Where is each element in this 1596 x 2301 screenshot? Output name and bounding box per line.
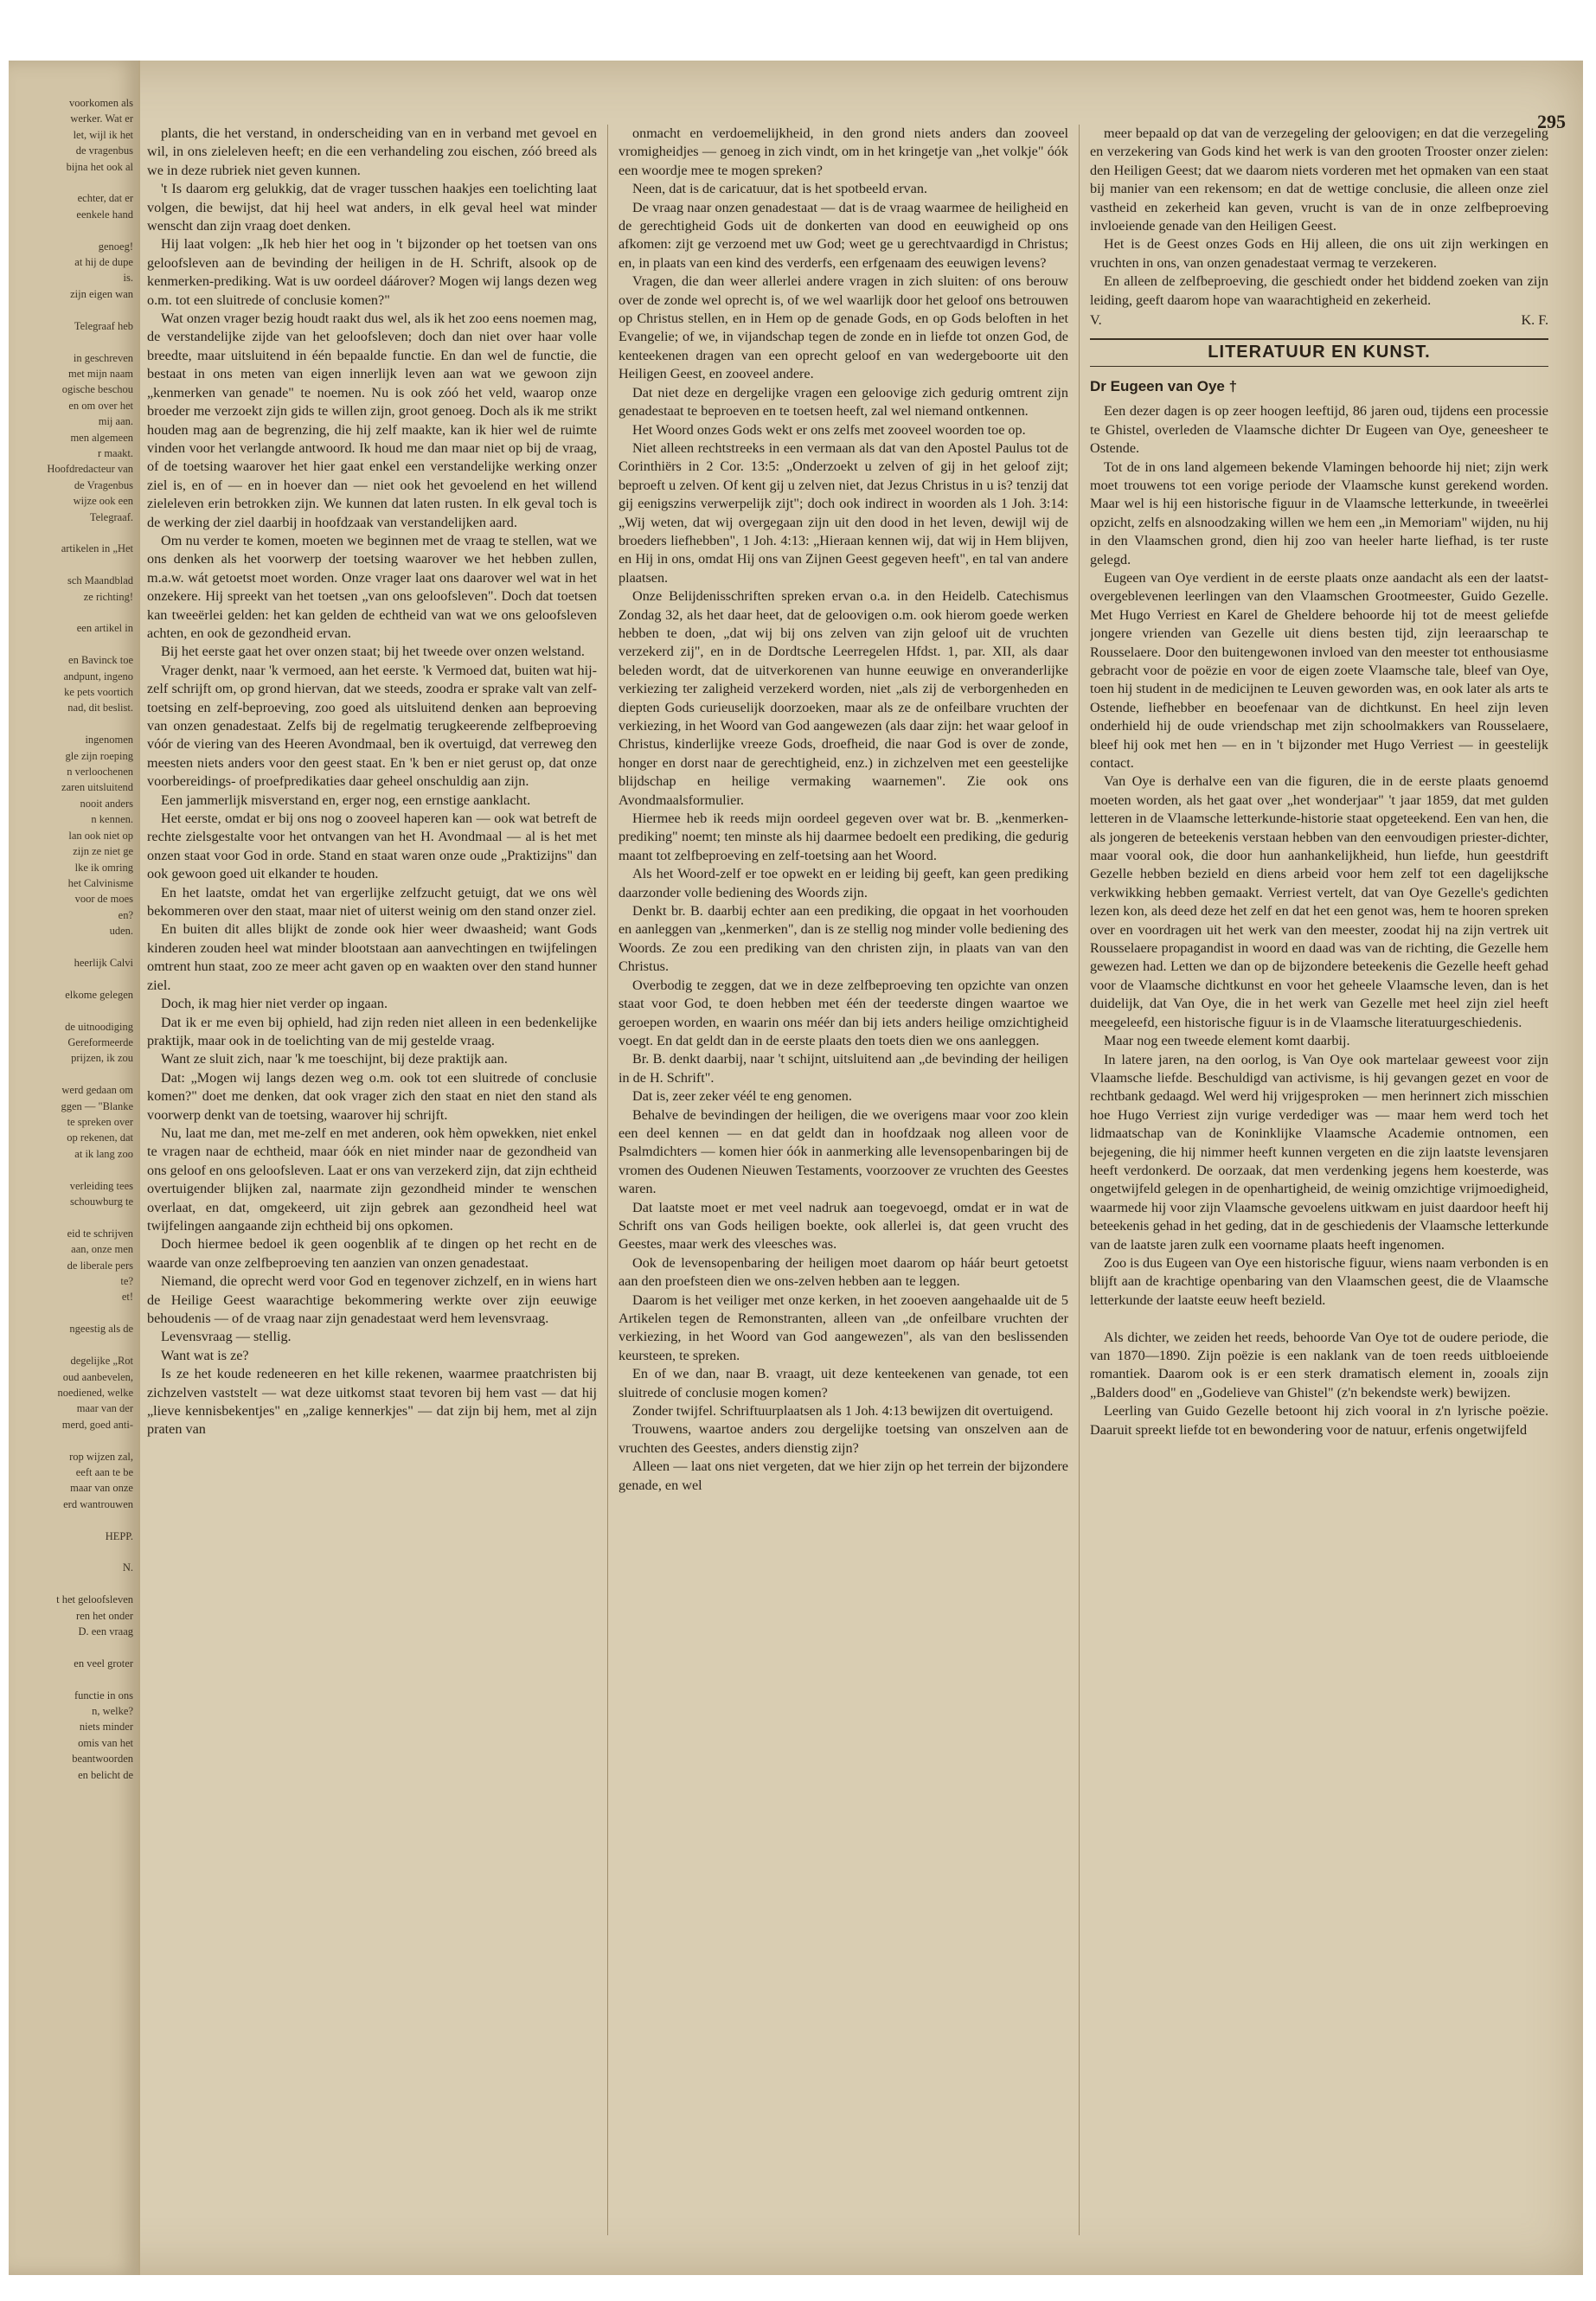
paragraph: Van Oye is derhalve een van die figuren, die in de eerste plaats genoemd moeten worden, als het gaat over „het wonderjaar" 't jaar 1859, dat met gulden letteren in de Vlaamsche letterkunde-historie staat opgeteekend. Een van hen, die als jongeren de beteekenis verstaan hebben van den eenvoudigen priester-dichter, maar vooral ook, die door hun aanhankelijkheid, hun liefde, hun geestdrift Gezelle hebben bezield en diens arbeid voor hem zelf tot een dagelijksche verkwikking hebben gemaakt. Verriest vertelt, dat van Oye Gezelle's gedichten lezen kon, als deed deze het zelf en dat het een genot was, hem te hooren spreken over en voordragen uit het werk van den meester, zoodat hij na zijn vertrek uit Rousselaere propagandist in woord en daad was van de richting, die Gezelle hem gewezen had. Letten we dan op de bijzondere beteekenis die Gezelle heeft gehad voor de Vlaamsche dichtkunst en voor het geheele Vlaamsche leven, dan is het duidelijk, dat Van Oye, die in het werk van Gezelle met heel zijn ziel heeft meegeleefd, een historische figuur is in de Vlaamsche literatuurgeschiedenis. bbox=[1090, 773, 1548, 1030]
paragraph: Dat is, zeer zeker véél te eng genomen. bbox=[632, 1088, 852, 1105]
paragraph: Het Woord onzes Gods wekt er ons zelfs met zooveel woorden toe op. bbox=[632, 421, 1026, 438]
paragraph: Neen, dat is de caricatuur, dat is het spotbeeld ervan. bbox=[632, 181, 927, 197]
paragraph: En alleen de zelfbeproeving, die geschiedt onder het biddend zoeken van zijn leiding, geeft daarom hope van waarachtigheid en zekerheid. bbox=[1090, 273, 1548, 308]
paragraph: onmacht en verdoemelijkheid, in den grond niets anders dan zooveel vromigheidjes — genoeg in zich vindt, om in het kringetje van „het volkje" óók een woordje mee te mogen spreken? bbox=[619, 125, 1068, 178]
paragraph: Doch, ik mag hier niet verder op ingaan. bbox=[161, 996, 388, 1012]
column-1 bbox=[147, 125, 597, 2235]
paragraph: Leerling van Guido Gezelle betoont hij zich vooral in z'n lyrische poëzie. Daaruit spreekt liefde tot en bewondering voor de natuur, erfenis ongetwijfeld bbox=[1090, 1403, 1548, 1438]
paragraph: Doch hiermee bedoel ik geen oogenblik af te dingen op het recht en de waarde van onze zelfbeproeving ten aanzien van onzen genadestaat. bbox=[147, 1236, 597, 1271]
paragraph: Levensvraag — stellig. bbox=[161, 1329, 292, 1345]
newspaper-page bbox=[9, 61, 1583, 2275]
column-rule bbox=[607, 125, 608, 2235]
paragraph: Dat: „Mogen wij langs dezen weg o.m. ook tot een sluitrede of conclusie komen?" doet me denken, dat ook vrager zich den staat en niet den stand als voorwerp denkt van de toetsing, waarover hij schrijft. bbox=[147, 1069, 597, 1123]
paragraph: Niet alleen rechtstreeks in een vermaan als dat van den Apostel Paulus tot de Corinthiërs in 2 Cor. 13:5: „Onderzoekt u zelven of gij in het geloof zijt; beproeft u zelven. Of kent gij u zelven niet, dat Jezus Christus in u is? tenzij dat gij eenigszins verwerpelijk zijt"; doch ook indirect in woorden als 1 Joh. 3:14: „Wij weten, dat wij overgegaan zijn uit den dood in het leven, dewijl wij de broeders liefhebben", 1 Joh. 4:13: „Hieraan kennen wij, dat wij in Hem blijven, en Hij in ons, omdat Hij ons van Zijnen Geest gegeven heeft", en tal van andere plaatsen. bbox=[619, 439, 1068, 586]
paragraph: Ook de levensopenbaring der heiligen moet daarom op háár beurt getoetst aan den proefsteen dien we ons-zelven hebben aan te leggen. bbox=[619, 1254, 1068, 1290]
paragraph: Dat laatste moet er met veel nadruk aan toegevoegd, omdat er in wat de Schrift ons van Gods heiligen boekte, ook allerlei is, dat geen vrucht des Geestes, maar werk des vleesches was. bbox=[619, 1199, 1068, 1253]
paragraph: Als het Woord-zelf er toe opwekt en er leiding bij geeft, kan geen prediking daarzonder volle bediening des Woords zijn. bbox=[619, 866, 1068, 901]
paragraph: Overbodig te zeggen, dat we in deze zelfbeproeving ten opzichte van onzen staat voor God, te doen hebben met één der teederste dingen waartoe we geroepen worden, en waarin ons méér dan bij iets anders heilige omzichtigheid voegt. En dat geldt dan in de eerste plaats den toets dien we ons aanleggen. bbox=[619, 977, 1068, 1048]
paragraph: 't Is daarom erg gelukkig, dat de vrager tusschen haakjes een toelichting laat volgen, die bewijst, dat hij heel wat anders, in elk geval heel wat minder wenscht dan zijn vraag doet denken. bbox=[147, 181, 597, 234]
paragraph: Denkt br. B. daarbij echter aan een prediking, die opgaat in het voorhouden en aanleggen van „kenmerken", dan is ze stellig nog minder volle bediening des Woords. Ze zou een prediking van den christen zijn, in plaats van van den Christus. bbox=[619, 903, 1068, 975]
paragraph: plants, die het verstand, in onderscheiding van en in verband met gevoel en wil, in ons zieleleven heeft; en die een verhandeling zou eischen, zóó breed als we in deze rubriek niet geven kunnen. bbox=[147, 125, 597, 178]
paragraph: In latere jaren, na den oorlog, is Van Oye ook martelaar geweest voor zijn Vlaamsche liefde. Beschuldigd van activisme, is hij gevangen gezet en voor de rechtbank gedaagd. Wel werd hij vrijgesproken — men herinnert zich misschien hoe Hugo Verriest zijn vurige verdediger was — maar hem werd toch het lidmaatschap van de Koninklijke Vlaamsche Academie ontnomen, een bejegening, die hij nimmer heeft kunnen vergeten en die zijn laatste levensjaren heeft verdonkerd. De oorzaak, dat men verdenking jegens hem koesterde, was ongetwijfeld gelegen in de openhartigheid, de weinig omzichtige vrijmoedigheid, waarmede hij voor zijn Vlaamsche gevoelens uitkwam en juist daardoor heeft hij beteekenis gehad in het geding, dat in de geschiedenis der Vlaamsche letterkunde van de laatste jaren zulk een voorname plaats heeft ingenomen. bbox=[1090, 1051, 1548, 1253]
paragraph: Trouwens, waartoe anders zou dergelijke toetsing van onszelven aan de vruchten des Geestes, anders dienstig zijn? bbox=[619, 1421, 1068, 1456]
paragraph: Hiermee heb ik reeds mijn oordeel gegeven over wat br. B. „kenmerken-prediking" noemt; ten minste als hij daarmee bedoelt een prediking, die gedurig maant tot zelfbeproeving en zelf-toetsing aan het Woord. bbox=[619, 811, 1068, 863]
paragraph: Om nu verder te komen, moeten we beginnen met de vraag te stellen, wat we ons denken als het voorwerp der toetsing waarover we het hebben zullen, m.a.w. wát getoetst moet worden. Onze vrager laat ons daarover wel wat in het onzekere. Hij spreekt van het toetsen „van ons geloofsleven". Doch dat toetsen kan tweeërlei gelden: het kan gelden de echtheid van wat we ons geloofsleven achten, en ook de gezondheid ervan. bbox=[147, 532, 597, 641]
section-title: LITERATUUR EN KUNST. bbox=[1208, 343, 1431, 362]
margin-text-fragment: voorkomen als werker. Wat er let, wijl ik het de vragenbus bijna het ook al echter, dat er eenkele hand genoeg! at hij de dupe is. zijn eigen wan Telegraaf heb in geschreven met mijn naam ogische beschou en om over het mij aan. men algemeen r maakt. Hoofdredacteur van de Vragenbus wijze ook een Telegraaf. artikelen in „Het sch Maandblad ze richting! een artikel in en Bavinck toe andpunt, ingeno ke pets voortich nad, dit beslist. ingenomen gle zijn roeping n verloochenen zaren uitsluitend nooit anders n kennen. lan ook niet op zijn ze niet ge lke ik omring het Calvinisme voor de moes en? uden. heerlijk Calvi elkome gelegen de uitnoodiging Gereformeerde prijzen, ik zou werd gedaan om ggen — "Blanke te spreken over op rekenen, dat at ik lang zoo verleiding tees schouwburg te eid te schrijven aan, onze men de liberale pers te? et! ngeestig als de degelijke „Rot oud aanbevelen, noediened, welke maar van der merd, goed anti- rop wijzen zal, eeft aan te be maar van onze erd wantrouwen HEPP. N. t het geloofsleven ren het onder D. een vraag en veel groter functie in ons n, welke? niets minder omis van het beantwoorden en belicht de bbox=[47, 97, 133, 1781]
paragraph: Eugeen van Oye verdient in de eerste plaats onze aandacht als een der laatst-overgeblevenen leerlingen van den Vlaamschen Grootmeester, Guido Gezelle. Met Hugo Verriest en Karel de Gheldere behoorde hij tot de meest geliefde jongere vrienden van Gezelle uit diens besten tijd, zijn leeraarschap te Rousselaere. Door den buitengewonen invloed van den meester tot enthousiasme gebracht voor de poëzie en voor de eigen zoete Vlaamsche tale, bleef van Oye, toen hij student in de medicijnen te Leuven geworden was, en ook later als arts te Ostende, liefhebber en beoefenaar van de dichtkunst. En heel zijn leven onderhield hij de oude vriendschap met zijn schoolmakkers van Rousselaere, bleef hij ook met hen — en in 't bijzonder met Hugo Verriest — in geestelijk contact. bbox=[1090, 569, 1548, 771]
paragraph: meer bepaald op dat van de verzegeling der geloovigen; en dat die verzegeling en verzekering van Gods kind het werk is van den grooten Trooster onzer zielen: den Heiligen Geest; dat we daarom niets vorderen met het opmaken van een staat bij manier van een rekensom; en dat de wettige conclusie, die alleen onze ziel vastheid en zekerheid kan geven, vrucht is van de in onze zelfbeproeving invloeiende genade van den Heiligen Geest. bbox=[1090, 125, 1548, 234]
paragraph: Br. B. denkt daarbij, naar 't schijnt, uitsluitend aan „de bevinding der heiligen in de H. Schrift". bbox=[619, 1051, 1068, 1086]
paragraph: En buiten dit alles blijkt de zonde ook hier weer dwaasheid; want Gods kinderen zouden heel wat minder blootstaan aan aanvechtingen en twijfelingen omtrent hun staat, zoo ze meer acht gaven op en waakten over den stand hunner ziel. bbox=[147, 921, 597, 993]
paragraph: Wat onzen vrager bezig houdt raakt dus wel, als ik het zoo eens noemen mag, de verstandelijke zijde van het geloofsleven; doch dan niet over haar volle breedte, maar uitsluitend in één bepaalde functie. En dan wel de functie, die bestaat in ons meten van eigen innerlijk leven aan wat we gewoon zijn „kenmerken van genade" te noemen. Nu is ook zóó het veld, waarop onze broeder me verzoekt zijn gids te willen zijn, groot genoeg. Doch als ik me strikt houden mag aan de begrenzing, die hij zelf maakte, kan ik hier wel de ruimte vinden voor het verlangde antwoord. Ik houd me dan maar niet op bij de vraag, of de toetsing waarover het hier gaat enkel een verstandelijke werking onzer ziel is, en of — en in hoever dan — niet ook het gevoelend en het willend zieleleven erin betrokken zijn. We kunnen dat laten rusten. In elk geval toch is de werking der ziel daarbij in hoofdzaak van verstandelijken aard. bbox=[147, 311, 597, 530]
paragraph: Een jammerlijk misverstand en, erger nog, een ernstige aanklacht. bbox=[161, 792, 531, 808]
paragraph: En het laatste, omdat het van ergerlijke zelfzucht getuigt, dat we ons wèl bekommeren over den staat, maar niet of uiterst weinig om den stand onzer ziel. bbox=[147, 884, 597, 920]
paragraph: Dat ik er me even bij ophield, had zijn reden niet alleen in een bedenkelijke praktijk, maar ook in de toelichting van de mij gestelde vraag. bbox=[147, 1014, 597, 1048]
paragraph: Een dezer dagen is op zeer hoogen leeftijd, 86 jaren oud, tijdens een processie te Ghistel, overleden de Vlaamsche dichter Dr Eugeen van Oye, geneesheer te Ostende. bbox=[1090, 403, 1548, 457]
paragraph: Behalve de bevindingen der heiligen, die we overigens maar voor zoo klein een deel kennen — en dat geldt dan in hoofdzaak nog alleen voor de Psalmdichters — komen hier óók in aanmerking alle levensopenbaringen bij de vromen des Oudenen Nieuwen Testaments, voorzoover ze vruchten des Geestes waren. bbox=[619, 1106, 1068, 1197]
paragraph: Bij het eerste gaat het over onzen staat; bij het tweede over onzen welstand. bbox=[161, 644, 585, 660]
paragraph: Onze Belijdenisschriften spreken ervan o.a. in den Heidelb. Catechismus Zondag 32, als het daar heet, dat de geloovigen o.m. ook hierom goede werken hebben te doen, „dat wij bij ons zelven van zijn geloof uit de vruchten verzekerd zij", en in de Dordtsche Leerregelen Hfdst. 1, par. XII, als daar beleden wordt, dat de uitverkorenen van hunne eeuwige en onveranderlijke verkiezing ter zaligheid verzekerd worden, niet „als zij de verborgenheden en diepten Gods curieuselijk doorzoeken, maar als ze de onfeilbare vruchten der verkiezing, in het Woord van God aangewezen (als daar zijn: het waar geloof in Christus, kinderlijke vreeze Gods, droefheid, die naar God is over de zonde, honger en dorst naar de gerechtigheid, enz.) in zichzelven met een geestelijke blijdschap en heilige vermaking waarnemen". Zie ook ons Avondmaalsformulier. bbox=[619, 588, 1068, 808]
page-number: 295 bbox=[1537, 111, 1566, 132]
paragraph: Want ze sluit zich, naar 'k me toeschijnt, bij deze praktijk aan. bbox=[161, 1051, 508, 1067]
paragraph: Tot de in ons land algemeen bekende Vlamingen behoorde hij niet; zijn werk moet trouwens tot een vorige periode der Vlaamsche kunst gerekend worden. Maar wel is hij een historische figuur in de Vlaamsche letterkunde, in tweeërlei opzicht, zelfs en alsnoodzaking willen we hem een „in Memoriam" wijden, nu hij in den Vlaamschen grond, dien hij zoo van heeler harte liefhad, is ter ruste gelegd. bbox=[1090, 458, 1548, 567]
previous-page-margin bbox=[9, 61, 140, 2275]
paragraph: Zonder twijfel. Schriftuurplaatsen als 1 Joh. 4:13 bewijzen dit overtuigend. bbox=[632, 1403, 1054, 1420]
paragraph bbox=[1090, 1310, 1548, 1328]
paragraph: De vraag naar onzen genadestaat — dat is de vraag waarmee de heiligheid en de gerechtigheid Gods uit de donkerten van dood en eeuwigheid op ons afkomen: zijt ge verzoend met uw God; weet ge u gerechtvaardigd in Christus; en, in plaats van een kind des verderfs, een erfgenaam des eeuwigen levens? bbox=[619, 199, 1068, 271]
signature-right: K. F. bbox=[1521, 312, 1548, 329]
section-divider bbox=[1090, 366, 1548, 367]
paragraph: En of we dan, naar B. vraagt, uit deze kenteekenen van genade, tot een sluitrede of conclusie mogen komen? bbox=[619, 1366, 1068, 1400]
paragraph: Maar nog een tweede element komt daarbij. bbox=[1104, 1033, 1350, 1049]
column-3 bbox=[1090, 125, 1548, 2235]
paragraph: Als dichter, we zeiden het reeds, behoorde Van Oye tot de oudere periode, die van 1870—1890. Zijn poëzie is een naklank van de toen reeds uitbloeiende romantiek. Daarom ook is er een sterk dramatisch element in, zooals zijn „Balders dood" en „Godelieve van Ghistel" (z'n bekendste werk) bewijzen. bbox=[1090, 1329, 1548, 1400]
paragraph: Nu, laat me dan, met me-zelf en met anderen, ook hèm opwekken, niet enkel te vragen naar de echtheid, maar óók en niet minder naar de gezondheid van ons geloof en ons geloofsleven. Laat er ons van verzekerd zijn, dat zijn echtheid overtuigender blijken zal, naarmate zijn gezondheid minder te wenschen overlaat, en dat, omgekeerd, uit zijn gebrek aan gezondheid heel wat twijfelingen aangaande zijn echtheid bij ons opkomen. bbox=[147, 1125, 597, 1234]
column-rule bbox=[1079, 125, 1080, 2235]
paragraph: Hij laat volgen: „Ik heb hier het oog in 't bijzonder op het toetsen van ons geloofsleven aan de bevinding der heiligen in de H. Schrift, alsook op de kenmerken-prediking. Wat is uw oordeel dáárover? Mogen wij langs dezen weg o.m. tot een sluitrede of conclusie komen?" bbox=[147, 236, 597, 308]
paragraph: Vrager denkt, naar 'k vermoed, aan het eerste. 'k Vermoed dat, buiten wat hij-zelf schrijft om, op grond hiervan, dat we steeds, zoodra er sprake valt van zelf-toetsing en zelf-beproeving, zoo goed als uitsluitend denken aan beproeving van onzen genadestaat. Zelfs bij de regelmatig terugkeerende zelfbeproeving vóór de viering van des Heeren Avondmaal, ben ik overtuigd, dat verreweg den meesten niets anders voor den geest staat. En 'k ben er niet gerust op, dat onze voorbereidings- of proefpredikaties daar geheel onschuldig aan zijn. bbox=[147, 662, 597, 790]
paragraph: Vragen, die dan weer allerlei andere vragen in zich sluiten: of ons berouw over de zonde wel oprecht is, of we wel waarlijk door het geloof ons betrouwen op Christus stellen, en in Hem op de genade Gods, en op Gods beloften in het Evangelie; of we, in vijandschap tegen de zonde en in liefde tot onzen God, de kenteekenen dragen van een oprecht geloof en van wedergeboorte uit den Heiligen Geest, en zooveel andere. bbox=[619, 273, 1068, 382]
paragraph: Alleen — laat ons niet vergeten, dat we hier zijn op het terrein der bijzondere genade, en wel bbox=[619, 1458, 1068, 1493]
paragraph: Is ze het koude redeneeren en het kille rekenen, waarmee praatchristen bij zichzelven vaststelt — wat deze uitkomst staat tevoren bij hem vast — dat hij „lieve kennisbekentjes" en „zalige kennerkjes" — dat zijn bij hem, met al zijn praten van bbox=[147, 1366, 597, 1438]
section-divider bbox=[1090, 338, 1548, 340]
paragraph: Niemand, die oprecht werd voor God en tegenover zichzelf, en in wiens hart de Heilige Geest waarachtige bekommering werkte over zijn eeuwige behoudenis — of de vraag naar zijn genadestaat werd hem levensvraag. bbox=[147, 1273, 597, 1326]
paragraph: Want wat is ze? bbox=[161, 1347, 249, 1363]
paragraph: Het eerste, omdat er bij ons nog o zooveel haperen kan — ook wat betreft de rechte zielsgestalte voor het ontvangen van het H. Avondmaal — al is het met onzen staat voor God in orde. Stand en staat waren onze oude „Praktizijns" dan ook gewoon goed uit elkander te houden. bbox=[147, 811, 597, 882]
signature-line bbox=[1090, 311, 1548, 330]
paragraph: Zoo is dus Eugeen van Oye een historische figuur, wiens naam verbonden is en blijft aan de krachtige openbaring van den Vlaamschen geest, die de Vlaamsche letterkunde der laatste eeuw heeft bezield. bbox=[1090, 1254, 1548, 1308]
article-continuation bbox=[1090, 125, 1548, 310]
signature-left: V. bbox=[1090, 312, 1102, 329]
column-2 bbox=[619, 125, 1068, 2235]
paragraph: Dat niet deze en dergelijke vragen een geloovige zich gedurig omtrent zijn genadestaat te beproeven en te toetsen heeft, zal wel niemand ontkennen. bbox=[619, 384, 1068, 420]
article-body bbox=[1090, 402, 1548, 1439]
article-title: Dr Eugeen van Oye † bbox=[1090, 377, 1238, 394]
paragraph: Daarom is het veiliger met onze kerken, in het zooeven aangehaalde uit de 5 Artikelen tegen de Remonstranten, alleen van „de onfeilbare vruchten der verkiezing, in het Woord van God aangewezen", als van den beslissenden keursteen, te spreken. bbox=[619, 1292, 1068, 1363]
paragraph: Het is de Geest onzes Gods en Hij alleen, die ons uit zijn werkingen en vruchten in ons, van onzen genadestaat vermag te verzekeren. bbox=[1090, 236, 1548, 271]
